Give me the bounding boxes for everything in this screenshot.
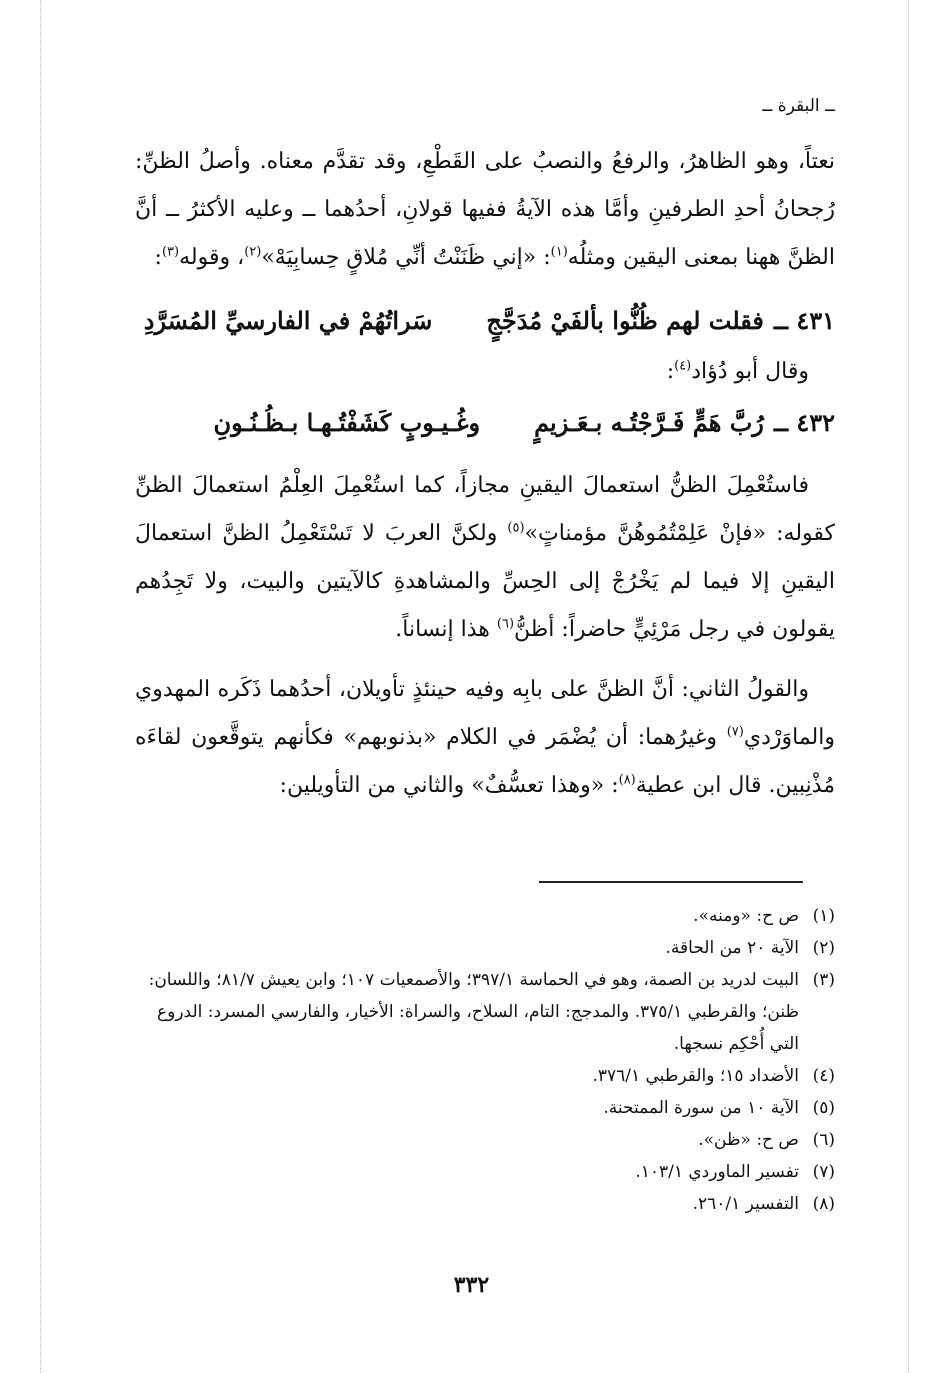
text-run: هذا إنساناً.: [395, 617, 497, 642]
scan-margin-left: [40, 0, 41, 1373]
footnote-item: [135, 1092, 835, 1124]
footnote-text: الآية ٢٠ من الحاقة.: [665, 938, 799, 958]
verse-hemistich-2: وغُـيـوبٍ كَشَفْتُـهـا بـظُـنُـونِ: [213, 408, 481, 437]
verse-hemistich-1: رُبَّ هَمٍّ فَـرَّجْتُـه بـعَـزيمٍ: [534, 408, 764, 437]
paragraph-4: [135, 666, 835, 810]
footnote-text: الآية ١٠ من سورة الممتحنة.: [603, 1098, 799, 1118]
footnote-item: [135, 932, 835, 964]
footnote-ref[interactable]: (٨): [618, 772, 636, 788]
footnote-ref[interactable]: (٧): [726, 724, 744, 740]
footnote-ref[interactable]: (٦): [496, 616, 515, 632]
footnote-number: (٢): [812, 938, 835, 958]
text-run: فاستُعْمِلَ الظنُّ استعمالَ اليقينِ مجازاً، كما استُعْمِلَ العِلْمُ استعمالَ الظنِّ كقوله: «فإنْ عَلِمْتُمُوهُنَّ مؤمناتٍ»: [135, 473, 836, 546]
paragraph-1: [135, 138, 835, 282]
footnote-text: ص ح: «ظن».: [698, 1130, 799, 1150]
footnotes: [135, 900, 835, 1220]
footnote-ref[interactable]: (١): [550, 244, 568, 260]
footnote-number: (٧): [812, 1162, 835, 1182]
footnote-ref[interactable]: (٣): [161, 244, 180, 260]
footnote-text: الأضداد ١٥؛ والقرطبي ٣٧٦/١.: [592, 1066, 799, 1086]
footnote-item: [135, 900, 835, 932]
scan-margin-right: [908, 0, 909, 1373]
text-run: ، وقوله: [179, 245, 245, 270]
running-head: ــ البقرة ــ: [762, 96, 835, 116]
text-run: : «إني ظَنَنْتُ أنِّي مُلاقٍ حِسابِيَهْ»: [261, 245, 551, 270]
footnote-text: التفسير ٢٦٠/١.: [692, 1194, 799, 1214]
verse-number: ٤٣٢ ــ: [773, 408, 835, 437]
footnote-item: [135, 1060, 835, 1092]
verse-number: ٤٣١ ــ: [773, 306, 835, 335]
footnote-item: [135, 1156, 835, 1188]
text-run: :: [666, 359, 675, 384]
footnote-text: تفسير الماوردي ١٠٣/١.: [635, 1162, 799, 1182]
footnote-ref[interactable]: (٤): [674, 358, 692, 374]
footnote-number: (٨): [812, 1194, 835, 1214]
footnote-number: (٦): [812, 1130, 835, 1150]
paragraph-3: [135, 462, 835, 654]
text-run: : «وهذا تعسُّفٌ» والثاني من التأويلين:: [279, 773, 619, 798]
footnote-text: البيت لدريد بن الصمة، وهو في الحماسة ٣٩٧/١؛ والأصمعيات ١٠٧؛ وابن يعيش ٨١/٧؛ واللسان: ظنن؛ والقرطبي ٣٧٥/١. والمدجج: التام، السلاح، والسراة: الأخيار، والفارسي المسرد: الدروع التي أُحْكِم نسجها.: [148, 970, 799, 1054]
footnote-item: [135, 964, 835, 1060]
text-run: وقال أبو دُؤاد: [691, 359, 809, 384]
footnote-number: (١): [812, 906, 835, 926]
verse-431: [135, 294, 835, 348]
footnote-number: (٤): [812, 1066, 835, 1086]
verse-432: [135, 396, 835, 450]
footnote-number: (٥): [812, 1098, 835, 1118]
footnote-ref[interactable]: (٥): [507, 520, 525, 536]
footnote-ref[interactable]: (٢): [244, 244, 262, 260]
verse-hemistich-1: فقلت لهم ظُنُّوا بألفَيْ مُدَجَّجٍ: [486, 306, 764, 335]
footnote-item: [135, 1124, 835, 1156]
text-run: وغيرُهما: أن يُضْمَر في الكلام «بذنوبهم» فكأنهم يتوقَّعون لقاءَه مُذْنِبين. قال ابن عطية: [135, 725, 835, 798]
text-run: :: [154, 245, 162, 270]
footnote-text: ص ح: «ومنه».: [693, 906, 799, 926]
page-number: ٣٣٢: [453, 1272, 490, 1298]
text-run: والقولُ الثاني: أنَّ الظنَّ على بابِه وفيه حينئذٍ تأويلان، أحدُهما ذَكَره المهدوي والماوَرْدي: [135, 677, 835, 750]
footnote-number: (٣): [812, 970, 835, 990]
footnote-item: [135, 1188, 835, 1220]
text-run: نعتاً، وهو الظاهرُ، والرفعُ والنصبُ على القَطْعِ، وقد تقدَّم معناه. وأصلُ الظنِّ: رُجحانُ أحدِ الطرفينِ وأمَّا هذه الآيةُ ففيها قولانِ، أحدُهما ــ وعليه الأكثرُ ــ أنَّ الظنَّ ههنا بمعنى اليقين ومثلُه: [135, 149, 835, 270]
verse-hemistich-2: سَراتُهُمْ في الفارسيِّ المُسَرَّدِ: [143, 306, 433, 335]
text-run: ولكنَّ العربَ لا تَسْتَعْمِلُ الظنَّ استعمالَ اليقينِ إلا فيما لم يَخْرُجْ إلى الحِسِّ والمشاهدةِ كالآيتين والبيت، ولا تَجِدُهم يقولون في رجل مَرْئِيٍّ حاضراً: أظنُّ: [135, 521, 835, 642]
main-text: [135, 138, 835, 810]
paragraph-2: [135, 348, 835, 396]
footnote-divider: [539, 881, 803, 883]
